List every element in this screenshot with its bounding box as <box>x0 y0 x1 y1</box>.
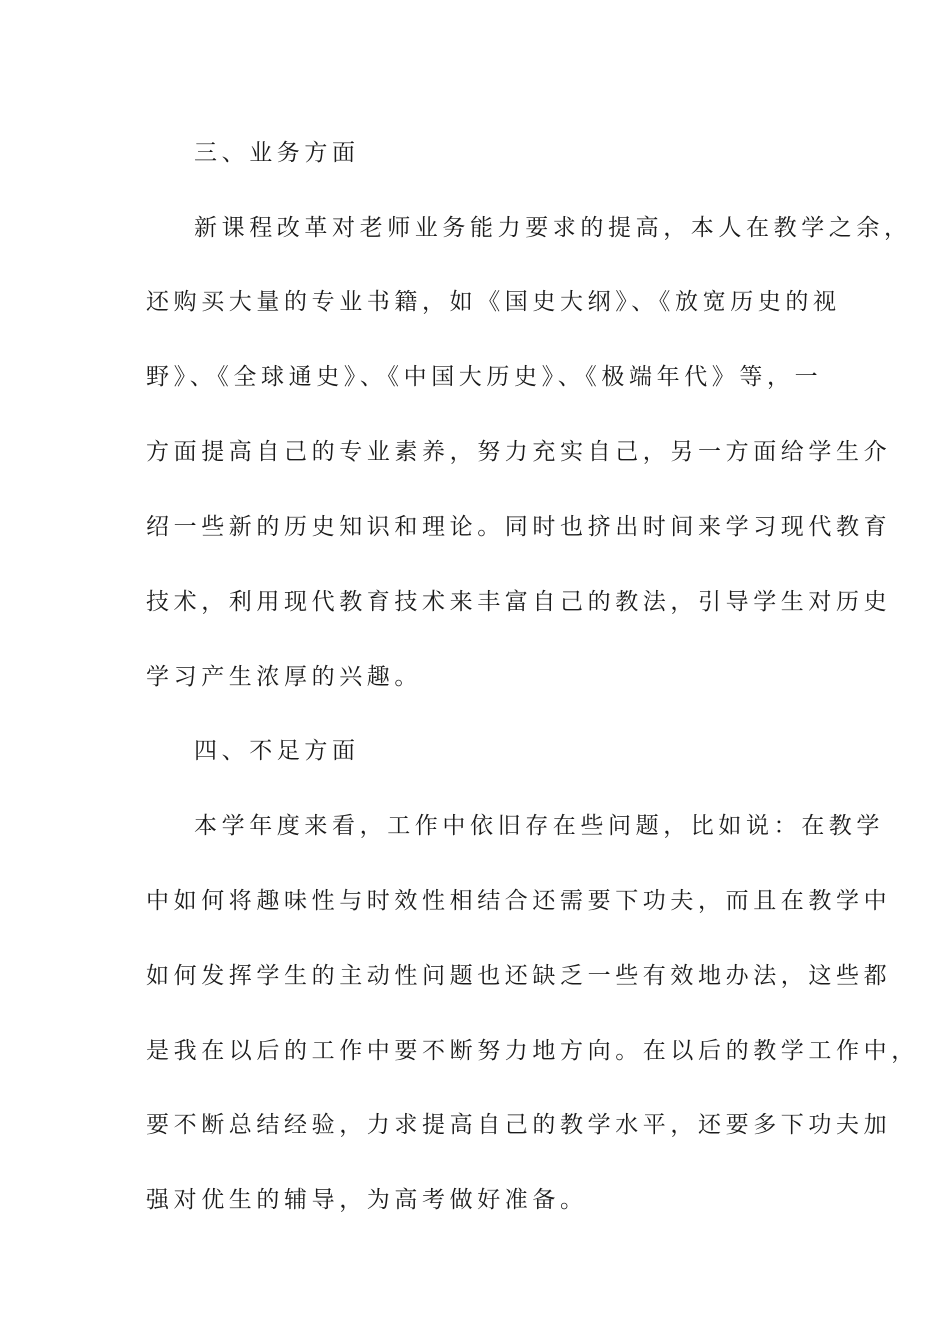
section-heading-business: 三、业务方面 <box>194 140 360 166</box>
paragraph-line: 新课程改革对老师业务能力要求的提高，本人在教学之余， <box>194 215 912 241</box>
paragraph-line: 本学年度来看，工作中依旧存在些问题，比如说：在教学 <box>194 813 884 839</box>
paragraph-line: 野》、《全球通史》、《中国大历史》、《极端年代》等，一 <box>146 364 823 390</box>
paragraph-line: 强对优生的辅导，为高考做好准备。 <box>146 1187 588 1213</box>
paragraph-line: 要不断总结经验，力求提高自己的教学水平，还要多下功夫加 <box>146 1112 892 1138</box>
paragraph-line: 是我在以后的工作中要不断努力地方向。在以后的教学工作中， <box>146 1038 919 1064</box>
paragraph-line: 如何发挥学生的主动性问题也还缺乏一些有效地办法，这些都 <box>146 963 892 989</box>
paragraph-line: 中如何将趣味性与时效性相结合还需要下功夫，而且在教学中 <box>146 888 892 914</box>
paragraph-line: 方面提高自己的专业素养，努力充实自己，另一方面给学生介 <box>146 439 892 465</box>
paragraph-line: 还购买大量的专业书籍，如《国史大纲》、《放宽历史的视 <box>146 289 841 315</box>
paragraph-line: 技术，利用现代教育技术来丰富自己的教法，引导学生对历史 <box>146 589 892 615</box>
section-heading-shortcomings: 四、不足方面 <box>194 738 360 764</box>
paragraph-line: 绍一些新的历史知识和理论。同时也挤出时间来学习现代教育 <box>146 514 892 540</box>
paragraph-line: 学习产生浓厚的兴趣。 <box>146 664 422 690</box>
